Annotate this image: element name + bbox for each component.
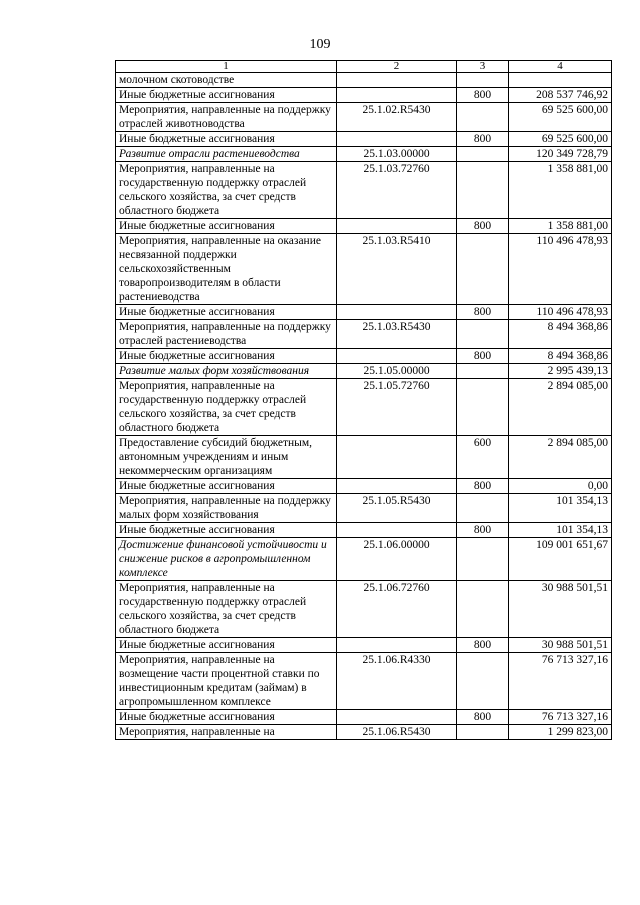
row-code-cell — [337, 219, 457, 234]
table-row — [116, 305, 612, 320]
row-amount-cell: 1 299 823,00 — [509, 725, 612, 740]
table-row — [116, 436, 612, 479]
row-expense-type-cell — [457, 364, 509, 379]
row-amount-cell: 110 496 478,93 — [509, 305, 612, 320]
row-name-cell: Мероприятия, направленные на оказание несвязанной поддержки сельскохозяйственным товаропроизводителям в области растениеводства — [116, 234, 337, 305]
row-name-cell: Мероприятия, направленные на возмещение части процентной ставки по инвестиционным кредитам (займам) в агропромышленном комплексе — [116, 653, 337, 710]
table-row — [116, 710, 612, 725]
row-name-cell: молочном скотоводстве — [116, 73, 337, 88]
row-name-cell: Иные бюджетные ассигнования — [116, 710, 337, 725]
table-row — [116, 234, 612, 305]
table-row — [116, 653, 612, 710]
row-name-cell: Мероприятия, направленные на поддержку малых форм хозяйствования — [116, 494, 337, 523]
row-code-cell: 25.1.03.00000 — [337, 147, 457, 162]
row-amount-cell: 208 537 746,92 — [509, 88, 612, 103]
table-row — [116, 103, 612, 132]
row-name-cell: Мероприятия, направленные на государственную поддержку отраслей сельского хозяйства, за счет средств областного бюджета — [116, 379, 337, 436]
page-number: 109 — [309, 37, 331, 52]
row-code-cell: 25.1.02.R5430 — [337, 103, 457, 132]
row-code-cell — [337, 305, 457, 320]
row-amount-cell: 1 358 881,00 — [509, 219, 612, 234]
row-name-cell: Предоставление субсидий бюджетным, автономным учреждениям и иным некоммерческим организациям — [116, 436, 337, 479]
row-amount-cell: 2 995 439,13 — [509, 364, 612, 379]
row-amount-cell: 2 894 085,00 — [509, 379, 612, 436]
row-amount-cell: 8 494 368,86 — [509, 349, 612, 364]
table-row — [116, 725, 612, 740]
table-row — [116, 349, 612, 364]
row-expense-type-cell — [457, 147, 509, 162]
row-name-cell: Мероприятия, направленные на поддержку отраслей растениеводства — [116, 320, 337, 349]
row-code-cell — [337, 436, 457, 479]
row-name-cell: Иные бюджетные ассигнования — [116, 349, 337, 364]
table-row — [116, 219, 612, 234]
budget-table — [115, 60, 612, 740]
row-code-cell — [337, 132, 457, 147]
row-amount-cell: 76 713 327,16 — [509, 653, 612, 710]
table-row — [116, 638, 612, 653]
row-amount-cell: 1 358 881,00 — [509, 162, 612, 219]
row-expense-type-cell — [457, 234, 509, 305]
row-amount-cell: 101 354,13 — [509, 523, 612, 538]
row-expense-type-cell — [457, 538, 509, 581]
table-row — [116, 88, 612, 103]
row-expense-type-cell — [457, 581, 509, 638]
row-expense-type-cell: 800 — [457, 219, 509, 234]
row-name-cell: Развитие малых форм хозяйствования — [116, 364, 337, 379]
row-code-cell: 25.1.03.R5410 — [337, 234, 457, 305]
row-name-cell: Иные бюджетные ассигнования — [116, 132, 337, 147]
table-row — [116, 162, 612, 219]
row-code-cell — [337, 479, 457, 494]
table-row — [116, 538, 612, 581]
table-row — [116, 73, 612, 88]
row-expense-type-cell — [457, 73, 509, 88]
row-expense-type-cell: 800 — [457, 523, 509, 538]
row-name-cell: Мероприятия, направленные на государственную поддержку отраслей сельского хозяйства, за счет средств областного бюджета — [116, 581, 337, 638]
row-expense-type-cell: 600 — [457, 436, 509, 479]
table-header-row — [116, 61, 612, 73]
table-row — [116, 132, 612, 147]
table-row — [116, 320, 612, 349]
row-expense-type-cell — [457, 103, 509, 132]
row-amount-cell: 110 496 478,93 — [509, 234, 612, 305]
table-row — [116, 581, 612, 638]
row-expense-type-cell — [457, 653, 509, 710]
row-code-cell: 25.1.03.R5430 — [337, 320, 457, 349]
row-code-cell: 25.1.05.72760 — [337, 379, 457, 436]
row-expense-type-cell: 800 — [457, 305, 509, 320]
row-code-cell: 25.1.06.R4330 — [337, 653, 457, 710]
row-amount-cell: 8 494 368,86 — [509, 320, 612, 349]
row-amount-cell: 69 525 600,00 — [509, 132, 612, 147]
row-name-cell: Иные бюджетные ассигнования — [116, 219, 337, 234]
row-amount-cell: 2 894 085,00 — [509, 436, 612, 479]
row-name-cell: Мероприятия, направленные на — [116, 725, 337, 740]
row-expense-type-cell: 800 — [457, 638, 509, 653]
row-code-cell: 25.1.06.00000 — [337, 538, 457, 581]
row-code-cell: 25.1.06.R5430 — [337, 725, 457, 740]
row-code-cell: 25.1.05.00000 — [337, 364, 457, 379]
row-expense-type-cell — [457, 379, 509, 436]
row-expense-type-cell: 800 — [457, 349, 509, 364]
row-name-cell: Иные бюджетные ассигнования — [116, 638, 337, 653]
header-col-2: 2 — [337, 61, 457, 73]
header-col-1: 1 — [116, 61, 337, 73]
row-name-cell: Мероприятия, направленные на поддержку отраслей животноводства — [116, 103, 337, 132]
row-expense-type-cell: 800 — [457, 132, 509, 147]
row-code-cell: 25.1.05.R5430 — [337, 494, 457, 523]
row-code-cell: 25.1.03.72760 — [337, 162, 457, 219]
row-amount-cell: 109 001 651,67 — [509, 538, 612, 581]
row-expense-type-cell — [457, 494, 509, 523]
row-amount-cell: 69 525 600,00 — [509, 103, 612, 132]
row-amount-cell: 120 349 728,79 — [509, 147, 612, 162]
table-row — [116, 379, 612, 436]
row-expense-type-cell — [457, 725, 509, 740]
row-name-cell: Иные бюджетные ассигнования — [116, 479, 337, 494]
row-code-cell — [337, 88, 457, 103]
table-row — [116, 494, 612, 523]
table-row — [116, 147, 612, 162]
row-expense-type-cell — [457, 162, 509, 219]
row-expense-type-cell — [457, 320, 509, 349]
table-row — [116, 364, 612, 379]
table-row — [116, 479, 612, 494]
row-expense-type-cell: 800 — [457, 710, 509, 725]
header-col-4: 4 — [509, 61, 612, 73]
row-name-cell: Иные бюджетные ассигнования — [116, 88, 337, 103]
row-name-cell: Развитие отрасли растениеводства — [116, 147, 337, 162]
row-name-cell: Иные бюджетные ассигнования — [116, 305, 337, 320]
row-expense-type-cell: 800 — [457, 88, 509, 103]
row-code-cell: 25.1.06.72760 — [337, 581, 457, 638]
header-col-3: 3 — [457, 61, 509, 73]
row-name-cell: Достижение финансовой устойчивости и снижение рисков в агропромышленном комплексе — [116, 538, 337, 581]
row-code-cell — [337, 523, 457, 538]
row-name-cell: Иные бюджетные ассигнования — [116, 523, 337, 538]
row-code-cell — [337, 710, 457, 725]
row-code-cell — [337, 638, 457, 653]
row-expense-type-cell: 800 — [457, 479, 509, 494]
row-name-cell: Мероприятия, направленные на государственную поддержку отраслей сельского хозяйства, за счет средств областного бюджета — [116, 162, 337, 219]
table-row — [116, 523, 612, 538]
row-amount-cell: 30 988 501,51 — [509, 581, 612, 638]
row-amount-cell: 0,00 — [509, 479, 612, 494]
row-amount-cell: 30 988 501,51 — [509, 638, 612, 653]
row-amount-cell — [509, 73, 612, 88]
row-code-cell — [337, 349, 457, 364]
row-amount-cell: 101 354,13 — [509, 494, 612, 523]
row-code-cell — [337, 73, 457, 88]
row-amount-cell: 76 713 327,16 — [509, 710, 612, 725]
